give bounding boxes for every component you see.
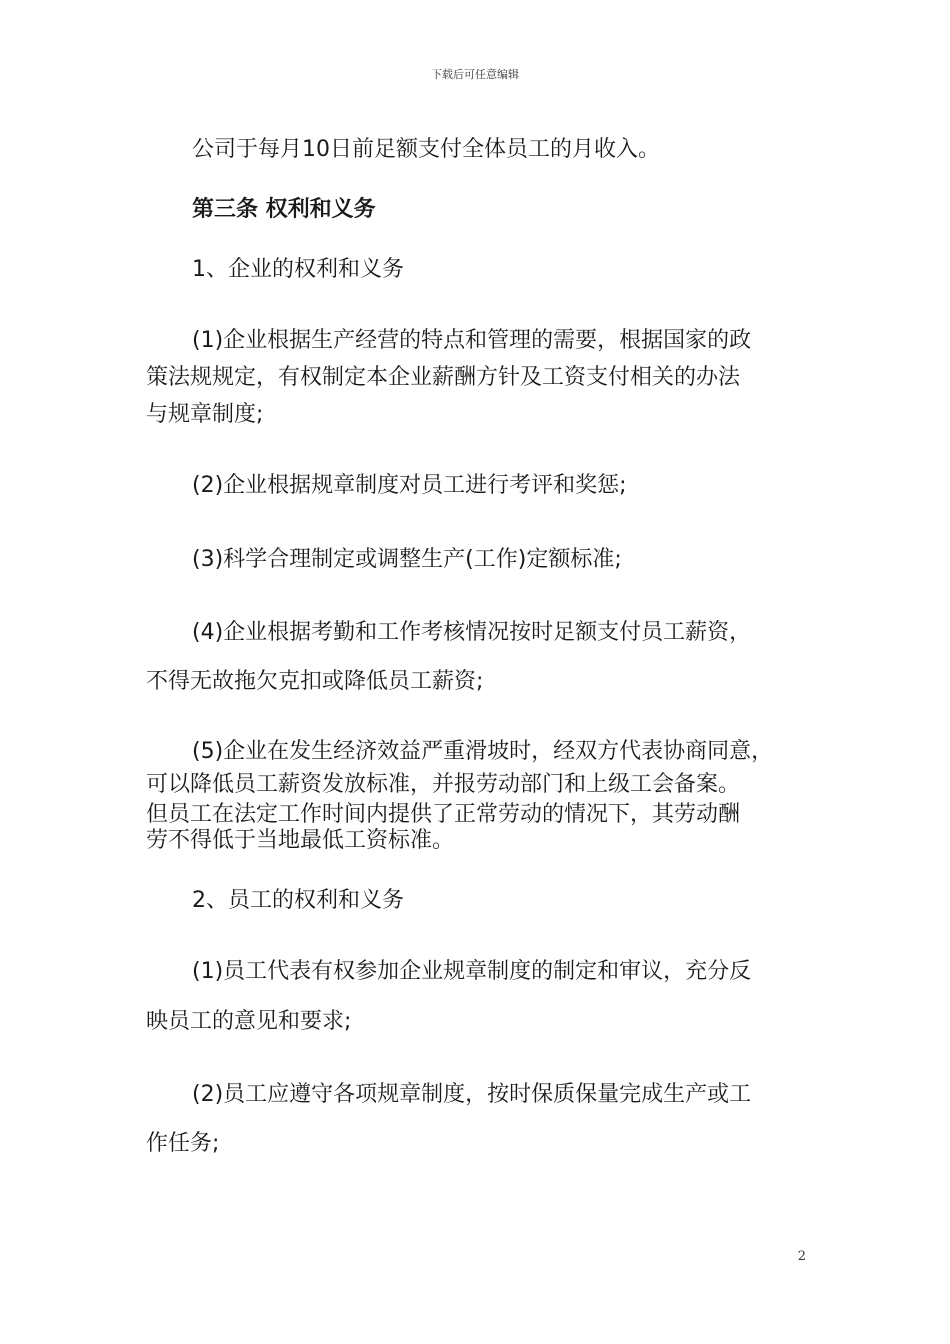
text-line: 策法规规定，有权制定本企业薪酬方针及工资支付相关的办法 bbox=[146, 365, 741, 390]
paragraph-monthly-payment: 公司于每月10日前足额支付全体员工的月收入。 bbox=[192, 137, 660, 162]
section-2-heading: 2、员工的权利和义务 bbox=[192, 888, 404, 913]
text-line: (5)企业在发生经济效益严重滑坡时，经双方代表协商同意， bbox=[192, 739, 774, 764]
text-line: 可以降低员工薪资发放标准，并报劳动部门和上级工会备案。 bbox=[146, 772, 741, 797]
article-3-heading: 第三条 权利和义务 bbox=[192, 197, 376, 222]
text-line: 劳不得低于当地最低工资标准。 bbox=[146, 828, 455, 853]
text-line: 与规章制度; bbox=[146, 402, 264, 427]
text-line: (1)企业根据生产经营的特点和管理的需要，根据国家的政 bbox=[192, 328, 752, 353]
section-1-item-3: (3)科学合理制定或调整生产(工作)定额标准; bbox=[192, 547, 622, 572]
text-line: 但员工在法定工作时间内提供了正常劳动的情况下，其劳动酬 bbox=[146, 802, 741, 827]
section-1-item-2: (2)企业根据规章制度对员工进行考评和奖惩; bbox=[192, 473, 627, 498]
text-line: (4)企业根据考勤和工作考核情况按时足额支付员工薪资， bbox=[192, 620, 752, 645]
page-header: 下载后可任意编辑 bbox=[431, 68, 519, 81]
text-line: (1)员工代表有权参加企业规章制度的制定和审议，充分反 bbox=[192, 959, 752, 984]
text-line: (2)员工应遵守各项规章制度，按时保质保量完成生产或工 bbox=[192, 1082, 752, 1107]
text-line: 作任务; bbox=[146, 1131, 220, 1156]
section-1-heading: 1、企业的权利和义务 bbox=[192, 257, 404, 282]
page-number: 2 bbox=[797, 1249, 806, 1264]
text-line: 不得无故拖欠克扣或降低员工薪资; bbox=[146, 669, 484, 694]
text-line: 映员工的意见和要求; bbox=[146, 1009, 352, 1034]
